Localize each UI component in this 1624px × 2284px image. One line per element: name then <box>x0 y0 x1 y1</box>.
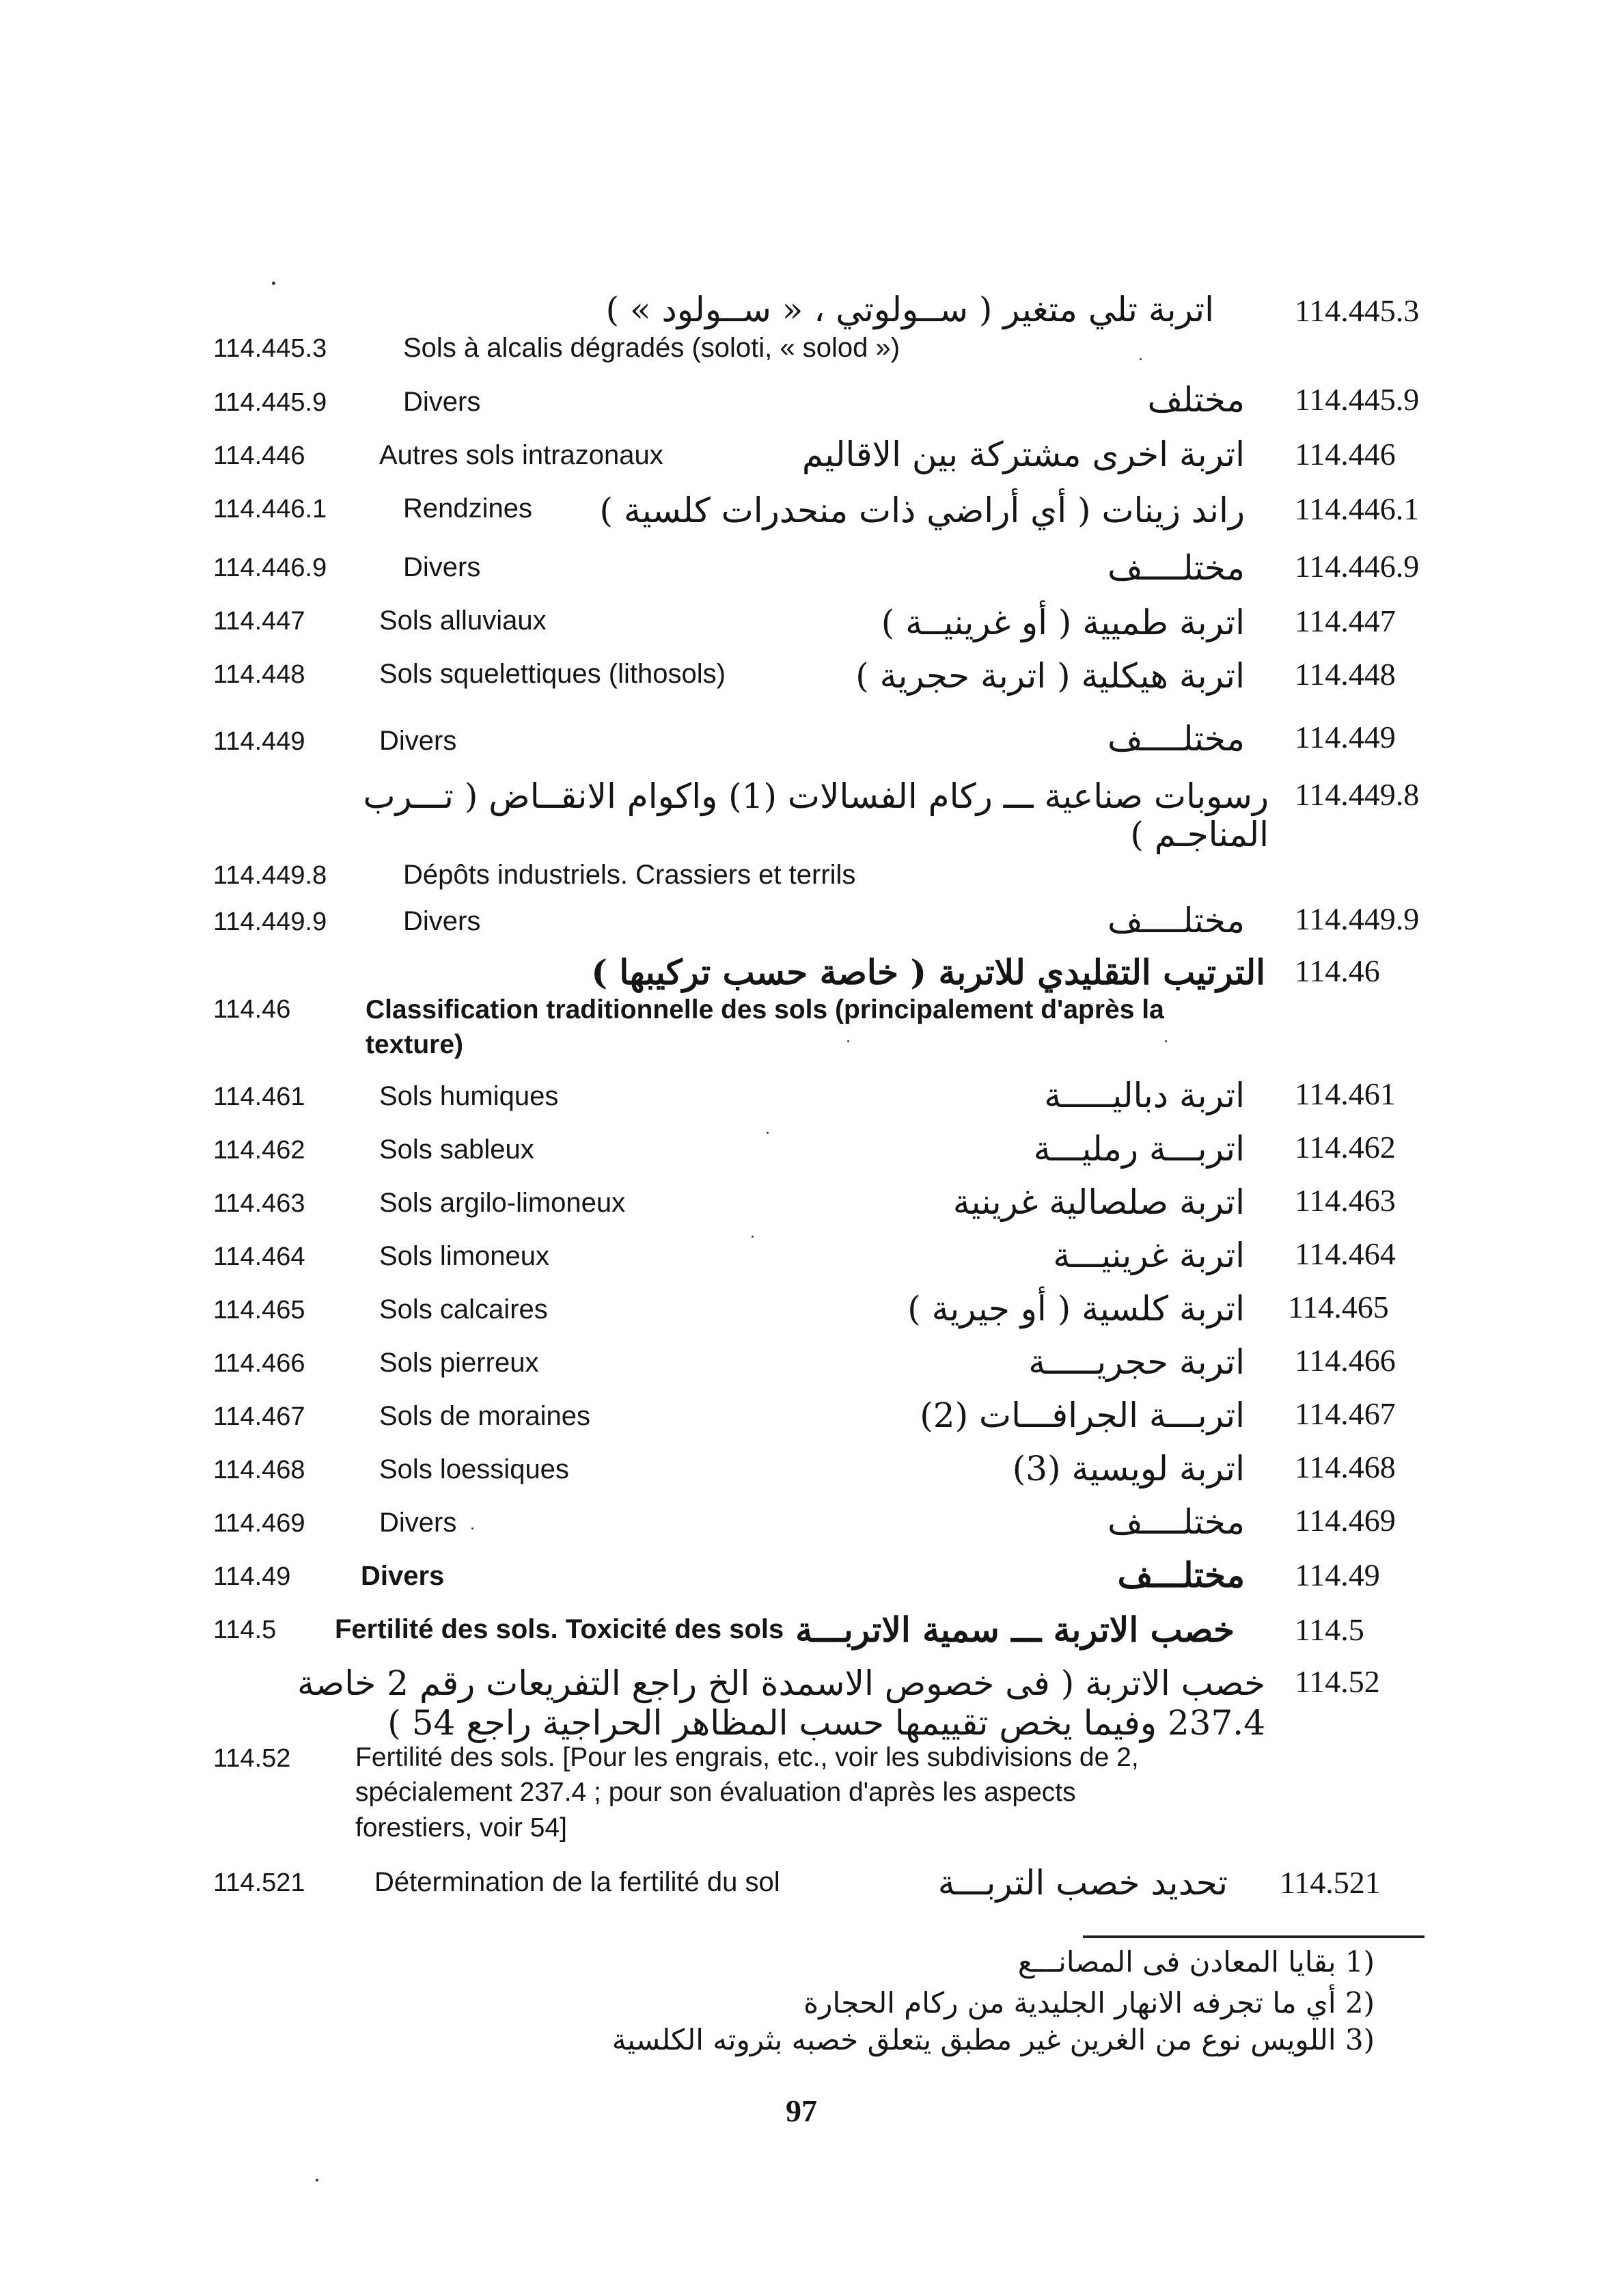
page-number: 97 <box>786 2093 817 2128</box>
french-label: Sols humiques <box>379 1081 559 1111</box>
french-label: Rendzines <box>403 493 533 524</box>
entry-code: 114.467 <box>213 1402 305 1431</box>
arabic-label: اتربة هيكلية ( اتربة حجرية ) <box>855 656 1245 696</box>
arabic-code: 114.447 <box>1295 603 1396 638</box>
entry-code: 114.446 <box>213 441 305 470</box>
entry-code: 114.445.9 <box>213 388 327 417</box>
arabic-label: اتربة لويسية (3) <box>1012 1449 1245 1488</box>
arabic-code: 114.449 <box>1295 720 1396 754</box>
french-label: Divers <box>403 906 481 936</box>
arabic-code: 114.49 <box>1295 1558 1380 1592</box>
french-label: Fertilité des sols. [Pour les engrais, etc., voir les subdivisions de 2, spécialement 237.4 ; pour son évaluation d'après les aspects forestiers, voir 54] <box>355 1743 1139 1843</box>
entry-code: 114.461 <box>213 1083 305 1111</box>
entry-code: 114.447 <box>213 607 305 636</box>
french-label: Sols à alcalis dégradés (soloti, « solod ») <box>403 333 900 363</box>
arabic-code: 114.469 <box>1295 1503 1396 1538</box>
entry-code: 114.5 <box>213 1616 277 1644</box>
footnote-number: (3 <box>1345 2023 1375 2056</box>
arabic-code: 114.467 <box>1295 1396 1396 1431</box>
arabic-code: 114.5 <box>1295 1612 1364 1647</box>
arabic-label: اتربة صلصالية غرينية <box>952 1182 1245 1222</box>
entry-code: 114.521 <box>213 1868 305 1897</box>
arabic-code: 114.446.1 <box>1295 491 1420 526</box>
french-label: Sols limoneux <box>379 1241 550 1271</box>
arabic-label: اتربة حجريـــــة <box>1028 1342 1245 1382</box>
arabic-label-continued: 237.4 وفيما يخص تقييمها حسب المظاهر الحراجية راجع 54 ) <box>387 1703 1265 1743</box>
french-label: Divers <box>379 1508 457 1538</box>
entry-code: 114.46 <box>213 995 291 1024</box>
entry-code: 114.462 <box>213 1136 305 1165</box>
arabic-code: 114.462 <box>1295 1130 1396 1165</box>
french-label: Dépôts industriels. Crassiers et terrils <box>403 860 856 890</box>
scan-speck <box>847 1040 849 1042</box>
footnote-number: (2 <box>1345 1986 1375 2020</box>
scan-speck <box>1165 1040 1167 1042</box>
scan-speck <box>1140 358 1142 360</box>
french-label: Fertilité des sols. Toxicité des sols <box>335 1614 784 1644</box>
arabic-label-continued: المناجـم ) <box>1130 815 1269 854</box>
arabic-code: 114.463 <box>1295 1183 1396 1218</box>
entry-code: 114.49 <box>213 1562 291 1591</box>
arabic-label: اتربة تلي متغير ( ســولوتي ، « ســولود » ) <box>605 290 1214 329</box>
scan-speck <box>767 1132 769 1134</box>
entry-code: 114.449 <box>213 727 305 756</box>
entry-code: 114.448 <box>213 660 305 689</box>
arabic-code: 114.445.3 <box>1295 293 1420 328</box>
entry-code: 114.445.3 <box>213 334 327 363</box>
arabic-code: 114.461 <box>1295 1076 1396 1111</box>
scan-speck <box>752 1236 754 1238</box>
french-label: Divers <box>361 1561 445 1591</box>
french-label: Divers <box>379 726 457 756</box>
arabic-label: خصب الاتربة ( فى خصوص الاسمدة الخ راجع التفريعات رقم 2 خاصة <box>297 1663 1265 1703</box>
footnote-text: بقايا المعادن فى المصانـــع <box>1017 1945 1336 1979</box>
entry-code: 114.466 <box>213 1349 305 1378</box>
entry-code: 114.468 <box>213 1456 305 1484</box>
arabic-code: 114.465 <box>1288 1290 1389 1324</box>
footnote-1 <box>1017 1945 1375 1979</box>
arabic-code: 114.46 <box>1295 953 1380 988</box>
arabic-code: 114.464 <box>1295 1236 1396 1271</box>
french-label: Sols de moraines <box>379 1401 591 1431</box>
scan-speck <box>272 282 275 285</box>
arabic-code: 114.449.9 <box>1295 901 1420 936</box>
arabic-label: مختلـــف <box>1117 1555 1245 1595</box>
french-label: Divers <box>403 552 481 582</box>
arabic-label: اتربـــة رمليـــة <box>1033 1129 1245 1169</box>
french-label: Sols squelettiques (lithosols) <box>379 659 726 689</box>
french-label: Sols sableux <box>379 1134 534 1165</box>
arabic-label: اتربة اخرى مشتركة بين الاقاليم <box>801 435 1245 474</box>
arabic-label: اتربة طميية ( أو غرينيــة ) <box>881 603 1245 642</box>
arabic-label: اتربة دباليـــــة <box>1044 1076 1245 1115</box>
scan-speck <box>471 1527 473 1530</box>
arabic-code: 114.446 <box>1295 437 1396 472</box>
french-label: Sols loessiques <box>379 1454 569 1484</box>
french-heading: Classification traditionnelle des sols (principalement d'après la texture) <box>366 995 1164 1060</box>
arabic-label: راند زينات ( أي أراضي ذات منحدرات كلسية ) <box>599 491 1245 530</box>
footnote-number: (1 <box>1345 1945 1375 1979</box>
arabic-label: اتربة كلسية ( أو جيرية ) <box>907 1289 1245 1329</box>
arabic-label: مختلــــف <box>1107 719 1245 759</box>
arabic-label: اتربـــة الجرافـــات (2) <box>920 1396 1245 1435</box>
footnote-text: أي ما تجرفه الانهار الجليدية من ركام الحجارة <box>803 1986 1336 2020</box>
french-label: Sols alluviaux <box>379 606 547 636</box>
entry-code: 114.464 <box>213 1242 305 1271</box>
arabic-code: 114.468 <box>1295 1450 1396 1484</box>
french-label: Autres sols intrazonaux <box>379 440 663 470</box>
entry-code: 114.469 <box>213 1509 305 1538</box>
scan-speck <box>316 2179 318 2181</box>
french-label: Sols calcaires <box>379 1294 548 1324</box>
arabic-code: 114.446.9 <box>1295 549 1420 584</box>
arabic-label: اتربة غرينيـــة <box>1053 1236 1245 1275</box>
entry-code: 114.465 <box>213 1296 305 1324</box>
arabic-label: مختلف <box>1147 380 1245 420</box>
entry-code: 114.52 <box>213 1744 291 1773</box>
arabic-label: مختلــــف <box>1107 1502 1245 1542</box>
footnote-text: اللويس نوع من الغرين غير مطبق يتعلق خصبه بثروته الكلسية <box>611 2023 1336 2056</box>
arabic-heading: الترتيب التقليدي للاتربة ( خاصة حسب تركيبها ) <box>591 952 1265 992</box>
arabic-code: 114.448 <box>1295 657 1396 692</box>
arabic-code: 114.445.9 <box>1295 382 1420 417</box>
arabic-code: 114.521 <box>1280 1865 1381 1900</box>
arabic-label: مختلــــف <box>1107 548 1245 588</box>
arabic-label: خصب الاتربة ـــ سمية الاتربـــة <box>795 1609 1235 1650</box>
french-label: Divers <box>403 387 481 417</box>
arabic-label: مختلــــف <box>1107 901 1245 940</box>
arabic-code: 114.466 <box>1295 1343 1396 1378</box>
entry-code: 114.449.9 <box>213 908 327 936</box>
arabic-code: 114.52 <box>1295 1664 1380 1699</box>
footnote-2 <box>803 1986 1375 2020</box>
entry-code: 114.463 <box>213 1189 305 1218</box>
entry-code: 114.449.8 <box>213 861 327 890</box>
french-label: Sols argilo-limoneux <box>379 1188 626 1218</box>
french-label: Détermination de la fertilité du sol <box>374 1867 780 1897</box>
footnote-rule <box>1083 1935 1425 1938</box>
arabic-label: رسوبات صناعية ـــ ركام الفسالات (1) واكوام الانقــاض ( تـــرب <box>363 776 1269 816</box>
entry-code: 114.446.1 <box>213 495 327 524</box>
entry-code: 114.446.9 <box>213 554 327 582</box>
arabic-code: 114.449.8 <box>1295 777 1420 812</box>
footnote-3 <box>611 2023 1375 2056</box>
french-label: Sols pierreux <box>379 1348 539 1378</box>
arabic-label: تحديد خصب التربـــة <box>937 1863 1228 1903</box>
